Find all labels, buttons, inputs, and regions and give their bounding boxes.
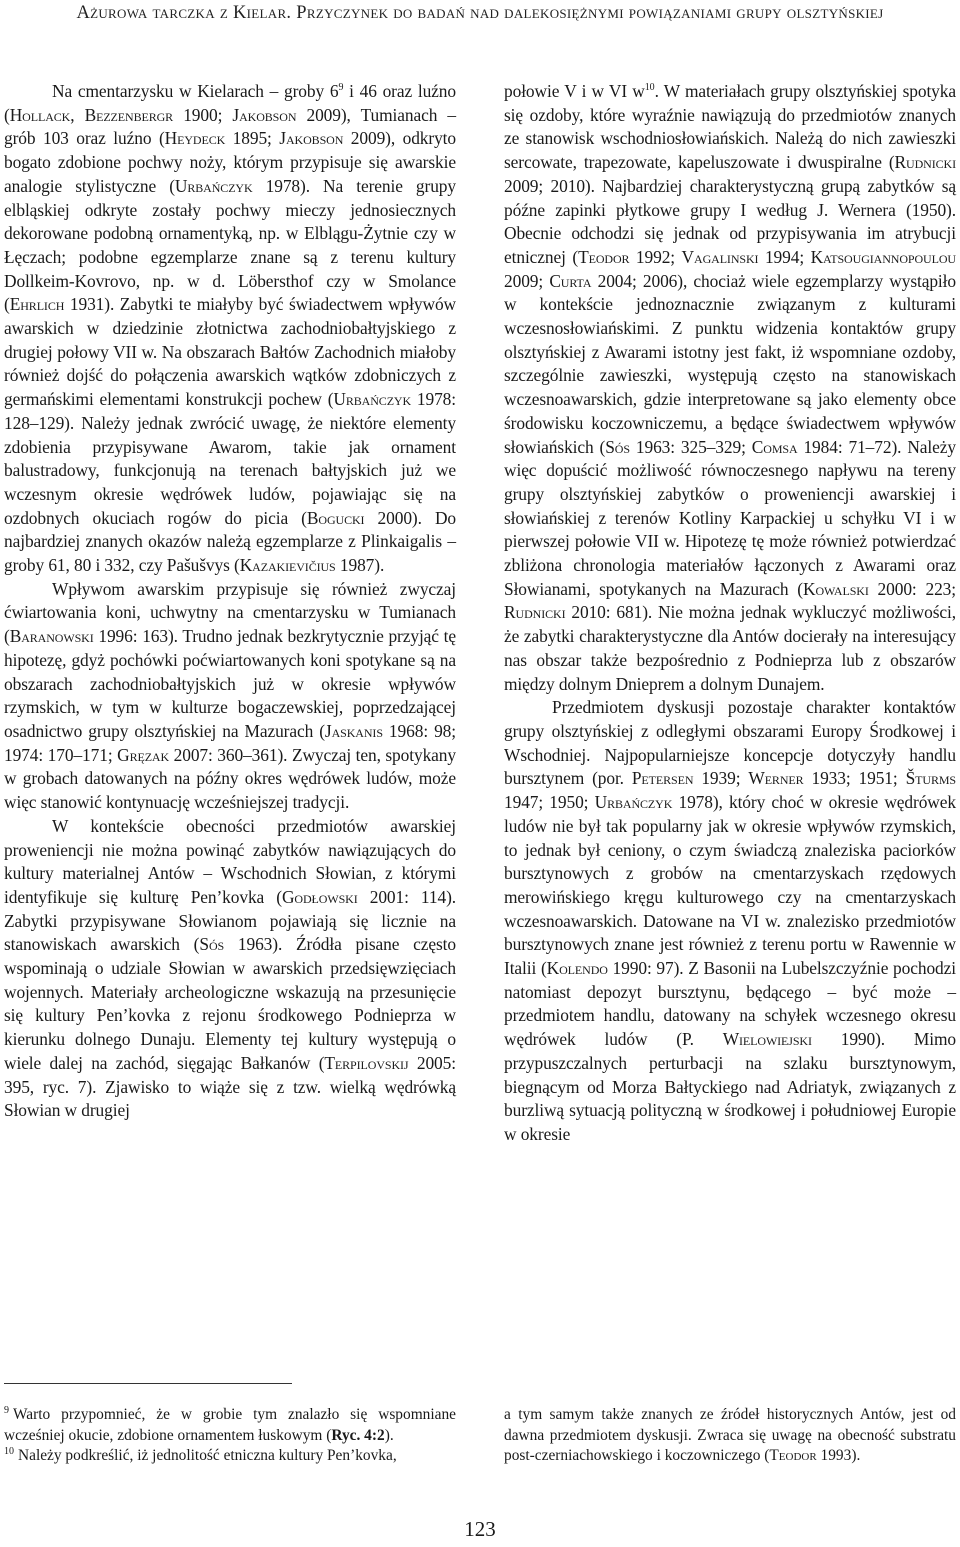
citation-author: Wielowiejski <box>722 1029 812 1050</box>
citation-author: Terpilovskij <box>324 1052 409 1073</box>
text-run: 2004; 2006), chociaż wiele egzemplarzy wystąpiło w kontekście jednoznacznie związanym z kulturami wczesnosłowiańskimi. Z punktu widzenia kontaktów grupy olsztyńskiej z Awarami istotny jest fakt, iż wspomniane ozdoby, szczególnie zawieszki, występują często na stanowiskach wczesnoawarskich, gdzie interpretowane są jako elementy obce środowisku koczowniczemu, a będące świadectwem wpływów słowiańskich ( <box>504 270 956 457</box>
citation-author: Godłowski <box>281 886 358 907</box>
citation-author: Teodor <box>769 1447 817 1464</box>
text-run: Należy podkreślić, iż jednolitość etniczna kultury Pen’kovka, <box>18 1447 397 1464</box>
text-run: ). <box>384 1426 394 1444</box>
citation-author: Kazakievičius <box>239 555 336 576</box>
citation-author: Curta <box>549 270 592 291</box>
text-run: 1963). Źródła pisane często wspominają o udziale Słowian w awarskich przedsięwzięciach wojennych. Materiały archeologiczne wskazują na przesunięcie się kultury Pen’kovka z rejonu środkowego Podnieprza w kierunku dolnego Dunaju. Elementy tej kultury występują o wiele dalej na zachód, sięgając Bałkanów ( <box>4 934 457 1073</box>
citation-author: Rudnicki <box>504 602 566 623</box>
footnotes-right <box>504 1405 956 1467</box>
body-paragraph <box>4 578 456 815</box>
citation-author: Comsa <box>751 436 798 457</box>
text-run: Wpływom awarskim przypisuje się również zwyczaj ćwiartowania koni, uchwytny na cmentarzysku w Tumianach ( <box>4 578 456 647</box>
body-paragraph <box>4 815 456 1123</box>
right-column <box>504 80 956 1147</box>
citation-author: Jakobson <box>232 104 297 125</box>
text-run: 1994; <box>758 246 811 267</box>
text-run: 1978: 128–129). Należy jednak zwrócić uwagę, że niektóre elementy zdobienia przypisywane Awarom, takie jak ornament balustradowy, funkcjonują na terenach bałtyjskich już we wczesnym okresie wędrówek ludów, pojawiając się na ozdobnych okuciach rogów do picia ( <box>4 389 456 528</box>
footnote-10 <box>4 1446 456 1467</box>
text-run: 1990: 97). Z Basonii na Lubelszczyźnie pochodzi natomiast depozyt bursztynu, będącego – być może – przedmiotem handlu, datowany na schyłek wczesnego okresu wędrówek ludów (P. <box>504 958 956 1050</box>
text-run: 1990). Mimo przypuszczalnych perturbacji na szlaku bursztynowym, biegnącym od Morza Bałtyckiego nad Adriatyk, związanych z burzliwą sytuacją polityczną w środkowej i południowej Europie w okresie <box>504 1029 957 1144</box>
citation-author: Sós <box>605 436 630 457</box>
text-run: 2005: 395, ryc. 7). Zjawisko to wiąże się z tzw. wielką wędrówką Słowian w drugiej <box>4 1052 456 1121</box>
text-run: i 46 oraz luźno ( <box>4 81 456 125</box>
citation-author: Vagalinski <box>681 246 759 267</box>
footnote-number: 9 <box>4 1404 9 1416</box>
text-run: 1895; <box>225 128 280 149</box>
text-run: 1992; <box>629 246 682 267</box>
text-run: Na cmentarzysku w Kielarach – groby 6 <box>52 81 339 101</box>
citation-author: Teodor <box>578 246 630 267</box>
text-run: 1933; 1951; <box>803 768 906 789</box>
text-run: . W materiałach grupy olsztyńskiej spotyka się ozdoby, które wyraźnie nawiązują do przedmiotów znanych ze stanowisk wschodniosłowiańskich. Należą do nich zawieszki sercowate, trapezowate, kapeluszowate i dwuspiralne ( <box>504 81 956 173</box>
text-run: , <box>70 104 85 125</box>
running-head: Ażurowa tarczka z Kielar. Przyczynek do badań nad dalekosiężnymi powiązaniami grupy olsztyńskiej <box>76 3 884 23</box>
text-run: 1947; 1950; <box>504 792 595 813</box>
body-paragraph <box>504 696 956 1146</box>
footnote-10-continued <box>504 1405 956 1467</box>
citation-author: Urbańczyk <box>594 792 673 813</box>
text-run: 1963: 325–329; <box>629 436 752 457</box>
footnote-ref: 10 <box>644 82 655 94</box>
citation-author: Kowalski <box>802 578 869 599</box>
body-paragraph <box>4 80 456 578</box>
text-run: 2001: 114). Zabytki przypisywane Słowianom pojawiają się licznie na stanowiskach awarskich ( <box>4 886 457 955</box>
citation-author: Urbańczyk <box>174 175 253 196</box>
footnotes-left <box>4 1405 456 1467</box>
citation-author: Heydeck <box>164 128 226 149</box>
footnote-9 <box>4 1405 456 1446</box>
text-run: 1996: 163). Trudno jednak bezkrytycznie przyjąć tę hipotezę, gdyż pochówki poćwiartowanych koni spotykane są na obszarach zachodniobałtyjskich już w okresie wpływów rzymskich, w tym w kulturze bogaczewskiej, poprzedzającej osadnictwo grupy olsztyńskiej na Mazurach ( <box>4 626 456 741</box>
footnote-ref: 9 <box>338 82 344 94</box>
text-run: 2010: 681). Nie można jednak wykluczyć możliwości, że zabytki charakterystyczne dla Antów docierały na interesujący nas obszar także bezpośrednio z Podnieprza lub z obszarów między dolnym Dnieprem a dolnym Dunajem. <box>504 602 956 694</box>
footnote-divider <box>4 1383 292 1384</box>
text-run: 1939; <box>693 768 749 789</box>
body-paragraph <box>504 80 956 696</box>
citation-author: Bezzenbergr <box>84 104 174 125</box>
text-run: Przedmiotem dyskusji pozostaje charakter kontaktów grupy olsztyńskiej z odległymi obszarami Europy Środkowej i Wschodniej. Najpopularniejsze koncepcje dotyczyły handlu bursztynem (por. <box>504 697 956 789</box>
text-run: a tym samym także znanych ze źródeł historycznych Antów, jest od dawna przedmiotem dyskusji. Zwraca się uwagę na obecność substratu post-czerniachowskiego i koczowniczego ( <box>504 1406 956 1464</box>
text-run: W kontekście obecności przedmiotów awarskiej proweniencji nie można powinąć zabytków nawiązujących do kultury materialnej Antów – Wschodnich Słowian, z którymi identyfikuje się kulturę Pen’kovka ( <box>4 815 456 907</box>
text-run: Warto przypomnieć, że w grobie tym znalazło się wspomniane wcześniej okucie, zdobione ornamentem łuskowym ( <box>4 1406 456 1444</box>
citation-author: Kolendo <box>546 958 608 979</box>
left-column <box>4 80 456 1123</box>
text-run: 1931). Zabytki te miałyby być świadectwem wpływów awarskich w dziedzinie złotnictwa zachodniobałtyjskiego z drugiej połowy VII w. Na obszarach Bałtów Zachodnich miałoby również dojść do połączenia awarskich wątków zdobniczych z germańskimi elementami konstrukcji pochew ( <box>4 294 456 410</box>
text-run: 1900; <box>173 104 233 125</box>
text-run: połowie V i w VI w <box>504 81 645 101</box>
text-run: 1968: 98; 1974: 170–171; <box>4 720 456 765</box>
text-run: 2007: 360–361). Zwyczaj ten, spotykany w grobach datowanych na późny okres wędrówek ludów, może więc stanowić kontynuację wcześniejszej tradycji. <box>4 744 456 813</box>
text-run: 1978). Na terenie grupy elbląskiej odkryte zostały pochwy mieczy jednosiecznych dekorowane podobną ornamentyką, np. w Elblągu-Żytnie czy w Łęczach; podobne egzemplarze znane są z terenu kultury Dollkeim-Kovrovo, np. w d. Löbersthof czy w Smolance ( <box>4 175 456 315</box>
citation-author: Urbańczyk <box>333 389 412 410</box>
text-run: 2000: 223; <box>868 578 956 599</box>
citation-author: Katsougiannopoulou <box>810 246 956 267</box>
text-run: 1987). <box>335 555 385 576</box>
text-run: 2009; <box>504 270 550 291</box>
text-run: 1978), który choć w okresie wędrówek ludów nie był tak popularny jak w okresie wpływów rzymskich, to jednak był ceniony, o czym świadczą znaleziska paciorków bursztynowych z grobów na cmentarzyskach rzędowych merowińskiego kręgu kulturowego czy na cmentarzyskach wczesnoawarskich. Datowane na VI w. znalezisko przedmiotów bursztynowych znane jest również z terenu portu w Rawennie w Italii ( <box>504 792 956 979</box>
citation-author: Hollack <box>9 104 71 125</box>
citation-author: Jakobson <box>279 128 344 149</box>
citation-author: Petersen <box>631 768 694 789</box>
text-run: 1984: 71–72). Należy więc dopuścić możliwość równoczesnego napływu na tereny grupy olsztyńskiej zabytków o proweniencji awarskiej i słowiańskiej z terenów Kotliny Karpackiej u schyłku VI i w pierwszej połowie VII w. Hipotezę tę może również potwierdzać zbliżona chronologia materiałów łączonych z Awarami oraz Słowianami, spotykanych na Mazurach ( <box>504 436 956 599</box>
text-run: Ryc. 4:2 <box>331 1426 385 1444</box>
footnote-number: 10 <box>4 1445 14 1457</box>
text-run: 2009), odkryto bogato zdobione pochwy noży, którym przypisuje się awarskie analogie stylistyczne ( <box>4 128 457 196</box>
citation-author: Šturms <box>905 768 956 789</box>
text-run: 2009; 2010). Najbardziej charakterystyczną grupą zabytków są późne zapinki płytkowe grupy I według J. Wernera (1950). Obecnie odchodzi się jednak od przypisywania im atrybucji etnicznej ( <box>504 175 956 267</box>
citation-author: Bogucki <box>306 507 365 528</box>
citation-author: Sós <box>199 934 225 955</box>
citation-author: Ehrlich <box>9 294 65 315</box>
citation-author: Baranowski <box>9 626 94 647</box>
citation-author: Rudnicki <box>894 152 956 173</box>
citation-author: Gręzak <box>117 744 170 765</box>
text-run: 2000). Do najbardziej znanych okazów należą egzemplarze z Plinkaigalis – groby 61, 80 i 332, czy Pašušvys ( <box>4 507 456 576</box>
text-run: 2009), Tumianach – grób 103 oraz luźno ( <box>4 104 457 149</box>
text-run: 1993). <box>816 1447 861 1464</box>
citation-author: Jaskanis <box>324 720 383 741</box>
citation-author: Werner <box>748 768 804 789</box>
page-number: 123 <box>464 1517 496 1541</box>
